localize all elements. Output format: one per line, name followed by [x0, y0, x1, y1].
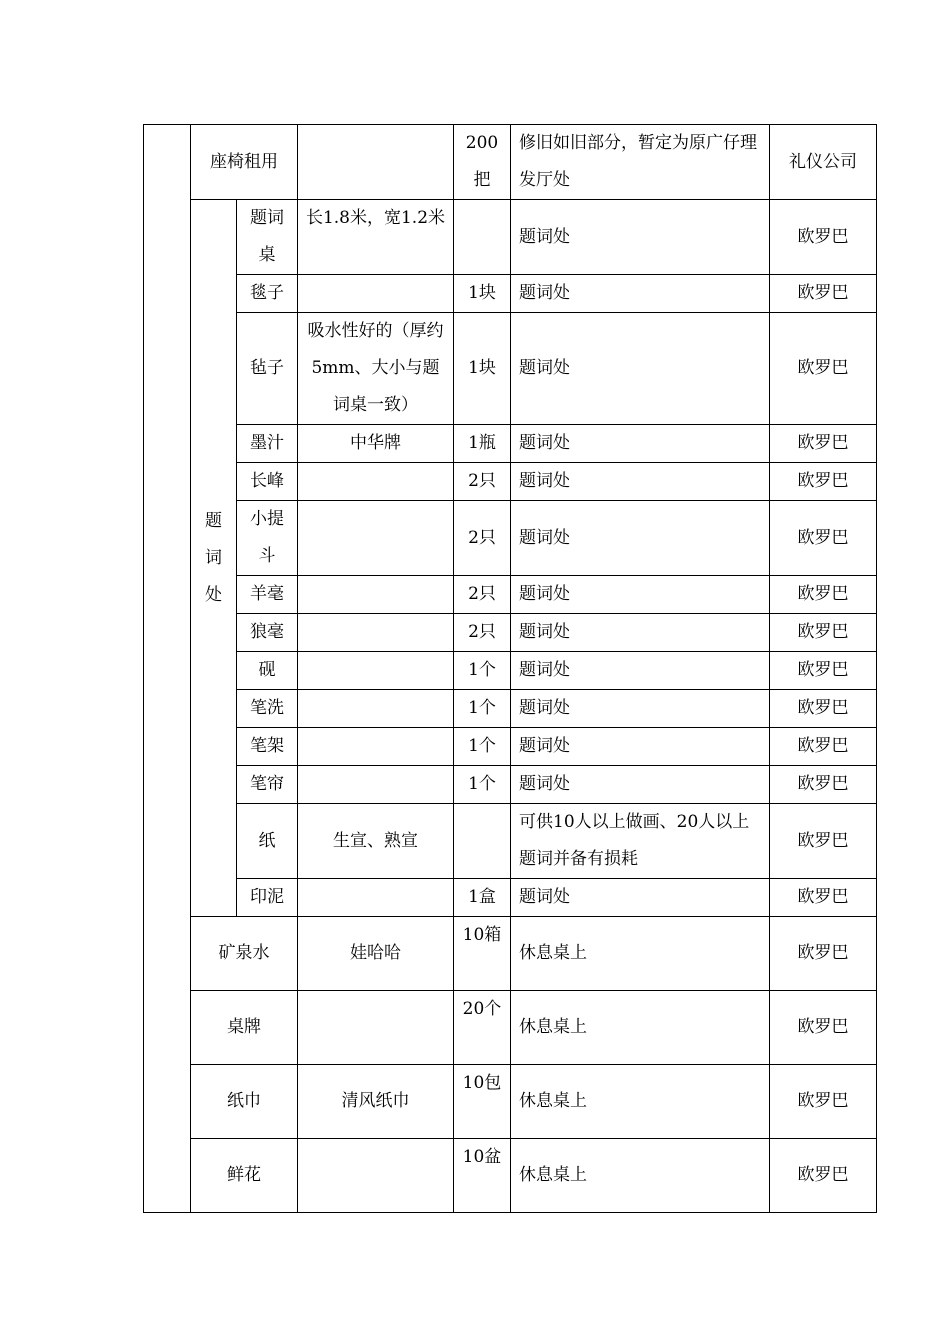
table-row	[144, 1065, 877, 1139]
quantity-cell: 1个	[454, 690, 511, 728]
provider-cell: 欧罗巴	[770, 614, 877, 652]
quantity-cell: 1块	[454, 313, 511, 425]
table-row	[144, 501, 877, 576]
item-cell: 纸巾	[191, 1065, 298, 1139]
location-cell: 题词处	[511, 690, 770, 728]
quantity-cell: 1个	[454, 652, 511, 690]
quantity-cell: 2只	[454, 614, 511, 652]
provider-cell: 欧罗巴	[770, 501, 877, 576]
quantity-cell: 1块	[454, 275, 511, 313]
spec-cell	[298, 463, 454, 501]
spec-cell	[298, 690, 454, 728]
table-row	[144, 728, 877, 766]
table-row	[144, 425, 877, 463]
item-cell: 题词桌	[237, 200, 298, 275]
quantity-cell: 2只	[454, 463, 511, 501]
provider-cell: 欧罗巴	[770, 1139, 877, 1213]
quantity-cell: 1瓶	[454, 425, 511, 463]
spec-cell: 长1.8米，宽1.2米	[298, 200, 454, 275]
location-cell: 休息桌上	[511, 991, 770, 1065]
blank-left-column	[144, 125, 191, 1213]
location-cell: 题词处	[511, 766, 770, 804]
spec-cell	[298, 1139, 454, 1213]
table-row	[144, 313, 877, 425]
item-cell: 毯子	[237, 275, 298, 313]
location-cell: 休息桌上	[511, 1139, 770, 1213]
spec-cell	[298, 501, 454, 576]
provider-cell: 欧罗巴	[770, 879, 877, 917]
spec-cell: 娃哈哈	[298, 917, 454, 991]
provider-cell: 欧罗巴	[770, 804, 877, 879]
item-cell: 鲜花	[191, 1139, 298, 1213]
spec-cell	[298, 766, 454, 804]
provider-cell: 欧罗巴	[770, 690, 877, 728]
item-cell: 墨汁	[237, 425, 298, 463]
spec-cell: 清风纸巾	[298, 1065, 454, 1139]
location-cell: 题词处	[511, 425, 770, 463]
location-cell: 题词处	[511, 501, 770, 576]
location-cell: 题词处	[511, 313, 770, 425]
table-row	[144, 463, 877, 501]
provider-cell: 欧罗巴	[770, 463, 877, 501]
item-cell: 矿泉水	[191, 917, 298, 991]
spec-cell	[298, 728, 454, 766]
spec-cell	[298, 576, 454, 614]
quantity-cell: 20个	[454, 991, 511, 1065]
item-cell: 纸	[237, 804, 298, 879]
quantity-cell	[454, 804, 511, 879]
location-cell: 题词处	[511, 275, 770, 313]
quantity-cell: 1盒	[454, 879, 511, 917]
item-cell: 毡子	[237, 313, 298, 425]
provider-cell: 欧罗巴	[770, 200, 877, 275]
quantity-cell: 1个	[454, 728, 511, 766]
spec-cell	[298, 991, 454, 1065]
item-cell: 笔帘	[237, 766, 298, 804]
location-cell: 修旧如旧部分，暂定为原广仔理发厅处	[511, 125, 770, 200]
provider-cell: 欧罗巴	[770, 275, 877, 313]
provider-cell: 欧罗巴	[770, 576, 877, 614]
provider-cell: 欧罗巴	[770, 313, 877, 425]
supplies-table	[143, 124, 877, 1213]
item-cell: 长峰	[237, 463, 298, 501]
spec-cell: 生宣、熟宣	[298, 804, 454, 879]
provider-cell: 欧罗巴	[770, 991, 877, 1065]
table-row	[144, 766, 877, 804]
table-row	[144, 614, 877, 652]
spec-cell: 吸水性好的（厚约5mm、大小与题词桌一致）	[298, 313, 454, 425]
item-cell: 羊毫	[237, 576, 298, 614]
quantity-cell: 200把	[454, 125, 511, 200]
provider-cell: 欧罗巴	[770, 652, 877, 690]
item-cell: 印泥	[237, 879, 298, 917]
location-cell: 题词处	[511, 728, 770, 766]
quantity-cell: 10盆	[454, 1139, 511, 1213]
table-row	[144, 125, 877, 200]
table-row	[144, 917, 877, 991]
item-cell: 笔洗	[237, 690, 298, 728]
quantity-cell: 2只	[454, 576, 511, 614]
table-row	[144, 1139, 877, 1213]
provider-cell: 欧罗巴	[770, 766, 877, 804]
location-cell: 休息桌上	[511, 1065, 770, 1139]
item-cell: 小提斗	[237, 501, 298, 576]
location-cell: 休息桌上	[511, 917, 770, 991]
location-cell: 题词处	[511, 463, 770, 501]
group-label-cell	[191, 200, 237, 917]
item-cell: 笔架	[237, 728, 298, 766]
table-row	[144, 991, 877, 1065]
item-cell: 狼毫	[237, 614, 298, 652]
quantity-cell: 10包	[454, 1065, 511, 1139]
table-row	[144, 690, 877, 728]
provider-cell: 欧罗巴	[770, 728, 877, 766]
table-row	[144, 652, 877, 690]
provider-cell: 欧罗巴	[770, 425, 877, 463]
table-row	[144, 576, 877, 614]
spec-cell	[298, 275, 454, 313]
provider-cell: 欧罗巴	[770, 917, 877, 991]
provider-cell: 欧罗巴	[770, 1065, 877, 1139]
location-cell: 题词处	[511, 614, 770, 652]
spec-cell	[298, 125, 454, 200]
location-cell: 题词处	[511, 576, 770, 614]
table-row	[144, 200, 877, 275]
table-row	[144, 275, 877, 313]
spec-cell	[298, 652, 454, 690]
quantity-cell: 2只	[454, 501, 511, 576]
provider-cell: 礼仪公司	[770, 125, 877, 200]
quantity-cell	[454, 200, 511, 275]
quantity-cell: 1个	[454, 766, 511, 804]
spec-cell	[298, 614, 454, 652]
spec-cell: 中华牌	[298, 425, 454, 463]
item-cell: 座椅租用	[191, 125, 298, 200]
table-row	[144, 879, 877, 917]
location-cell: 可供10人以上做画、20人以上题词并备有损耗	[511, 804, 770, 879]
quantity-cell: 10箱	[454, 917, 511, 991]
location-cell: 题词处	[511, 652, 770, 690]
group-label: 题词处	[205, 510, 222, 605]
table-row	[144, 804, 877, 879]
item-cell: 桌牌	[191, 991, 298, 1065]
spec-cell	[298, 879, 454, 917]
item-cell: 砚	[237, 652, 298, 690]
location-cell: 题词处	[511, 879, 770, 917]
location-cell: 题词处	[511, 200, 770, 275]
